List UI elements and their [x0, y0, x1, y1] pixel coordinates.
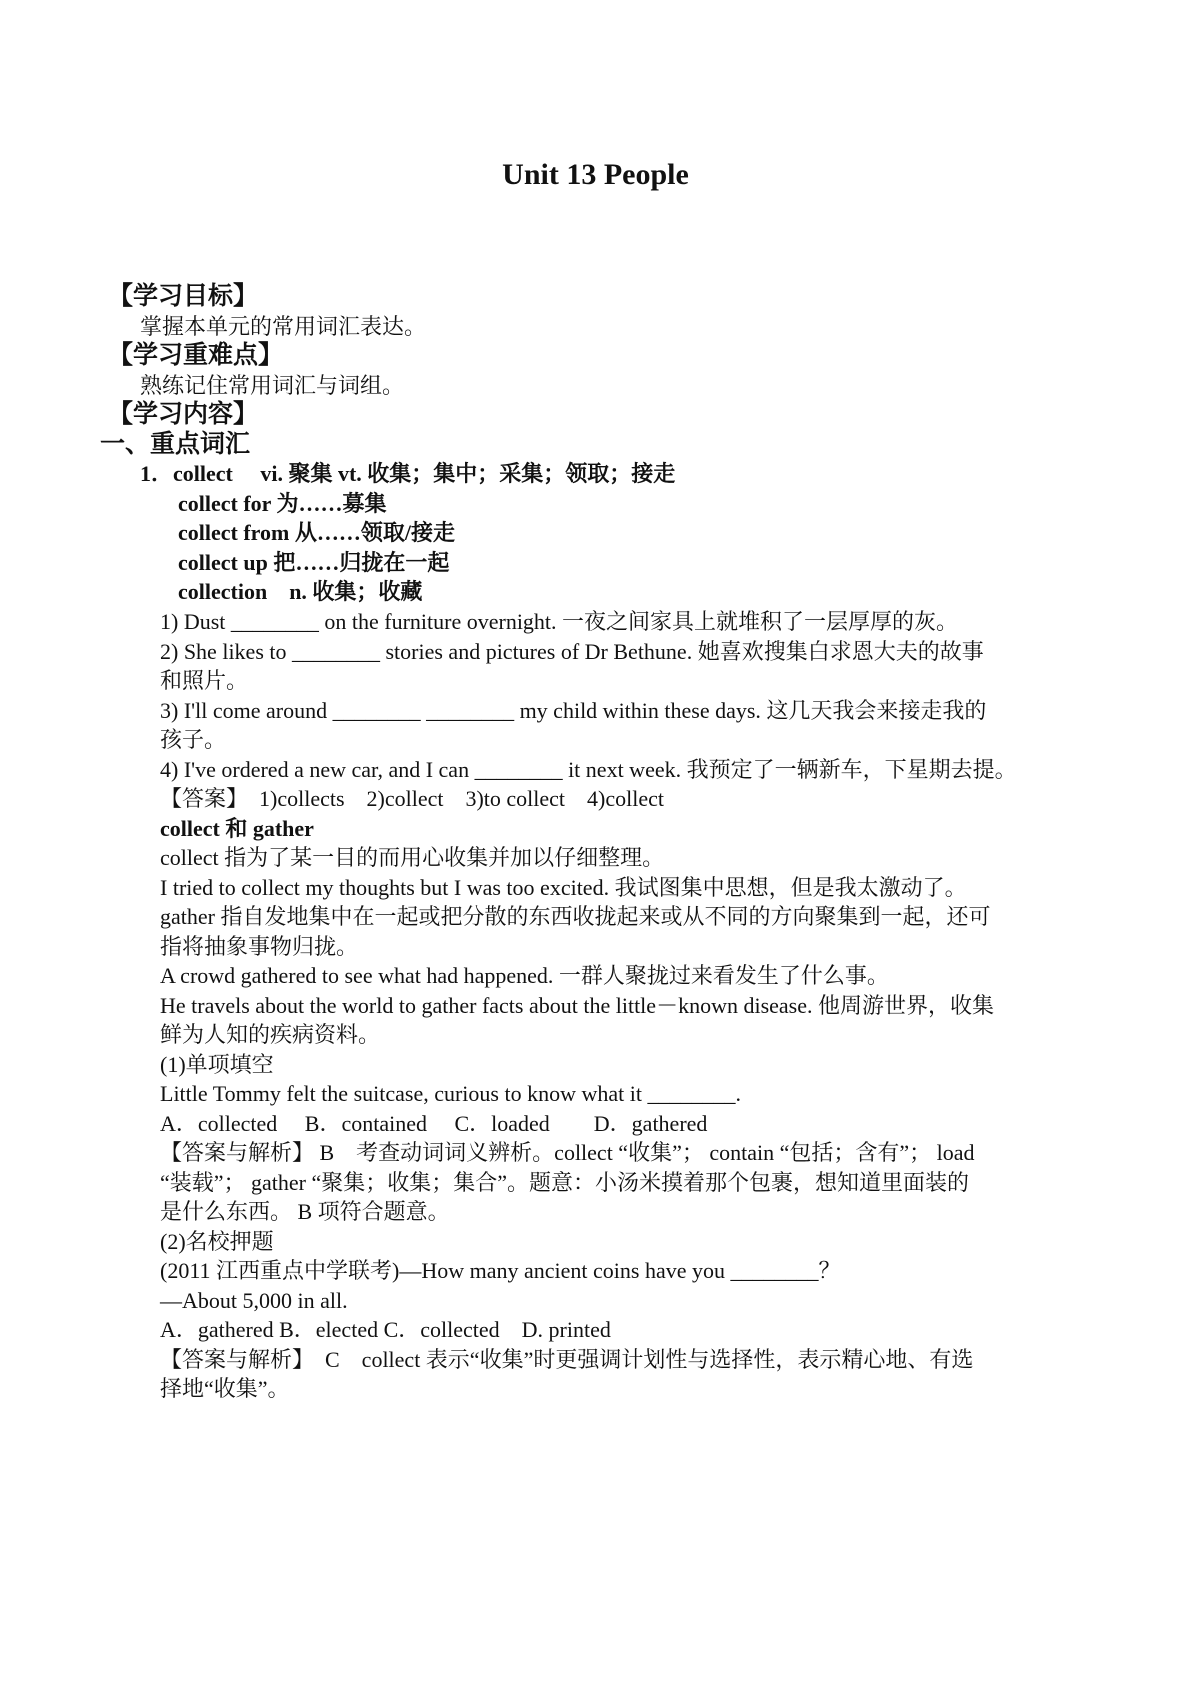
question-2-stem: (2011 江西重点中学联考)—How many ancient coins have you ________？	[160, 1258, 841, 1283]
objective-heading: 【学习目标】	[108, 283, 259, 310]
compare-line: collect 指为了某一目的而用心收集并加以仔细整理。	[160, 845, 665, 870]
compare-line: 鲜为人知的疾病资料。	[160, 1022, 381, 1047]
answer-line: 【答案】 1)collects 2)collect 3)to collect 4)collect	[160, 786, 665, 811]
question-1-analysis: “装载”； gather “聚集；收集；集合”。题意：小汤米摸着那个包裹，想知道里面装的	[160, 1170, 970, 1195]
page-title: Unit 13 People	[502, 158, 689, 191]
compare-line: 指将抽象事物归拢。	[160, 934, 359, 959]
question-2-analysis: 【答案与解析】 C collect 表示“收集”时更强调计划性与选择性，表示精心地、有选	[160, 1347, 974, 1372]
keypoints-heading: 【学习重难点】	[108, 342, 284, 369]
exercise-line: 2) She likes to ________ stories and pictures of Dr Bethune. 她喜欢搜集白求恩大夫的故事	[160, 639, 984, 664]
question-1-options: A．collected B．contained C．loaded D．gathered	[160, 1111, 708, 1136]
exercise-line: 1) Dust ________ on the furniture overnight. 一夜之间家具上就堆积了一层厚厚的灰。	[160, 609, 959, 634]
compare-line: A crowd gathered to see what had happened. 一群人聚拢过来看发生了什么事。	[160, 963, 889, 988]
phrase-item: collect from 从……领取/接走	[178, 520, 455, 545]
section-heading-key-vocabulary: 一、重点词汇	[100, 431, 251, 458]
compare-line: gather 指自发地集中在一起或把分散的东西收拢起来或从不同的方向聚集到一起，还可	[160, 904, 991, 929]
phrase-item: collection n. 收集；收藏	[178, 579, 423, 604]
keypoints-text: 熟练记住常用词汇与词组。	[140, 373, 405, 398]
question-1-analysis: 是什么东西。 B 项符合题意。	[160, 1199, 450, 1224]
exercise-line: 4) I've ordered a new car, and I can ________ it next week. 我预定了一辆新车，下星期去提。	[160, 757, 1017, 782]
exercise-line: 和照片。	[160, 668, 249, 693]
question-1-label: (1)单项填空	[160, 1052, 274, 1077]
compare-heading: collect 和 gather	[160, 816, 314, 841]
question-1-analysis: 【答案与解析】 B 考查动词词义辨析。collect “收集”； contain “包括；含有”； load	[160, 1140, 975, 1165]
objective-text: 掌握本单元的常用词汇表达。	[140, 314, 427, 339]
phrase-item: collect for 为……募集	[178, 491, 387, 516]
question-2-analysis: 择地“收集”。	[160, 1376, 290, 1401]
question-2-reply: —About 5,000 in all.	[160, 1288, 348, 1313]
question-2-label: (2)名校押题	[160, 1229, 274, 1254]
question-1-stem: Little Tommy felt the suitcase, curious to know what it ________.	[160, 1081, 741, 1106]
word-entry-collect: 1．collect vi. 聚集 vt. 收集；集中；采集；领取；接走	[140, 461, 676, 486]
content-heading: 【学习内容】	[108, 401, 259, 428]
phrase-item: collect up 把……归拢在一起	[178, 550, 450, 575]
exercise-line: 孩子。	[160, 727, 227, 752]
exercise-line: 3) I'll come around ________ ________ my child within these days. 这几天我会来接走我的	[160, 698, 987, 723]
compare-line: He travels about the world to gather facts about the little－known disease. 他周游世界，收集	[160, 993, 994, 1018]
compare-line: I tried to collect my thoughts but I was too excited. 我试图集中思想，但是我太激动了。	[160, 875, 967, 900]
question-2-options: A．gathered B．elected C．collected D. printed	[160, 1317, 611, 1342]
